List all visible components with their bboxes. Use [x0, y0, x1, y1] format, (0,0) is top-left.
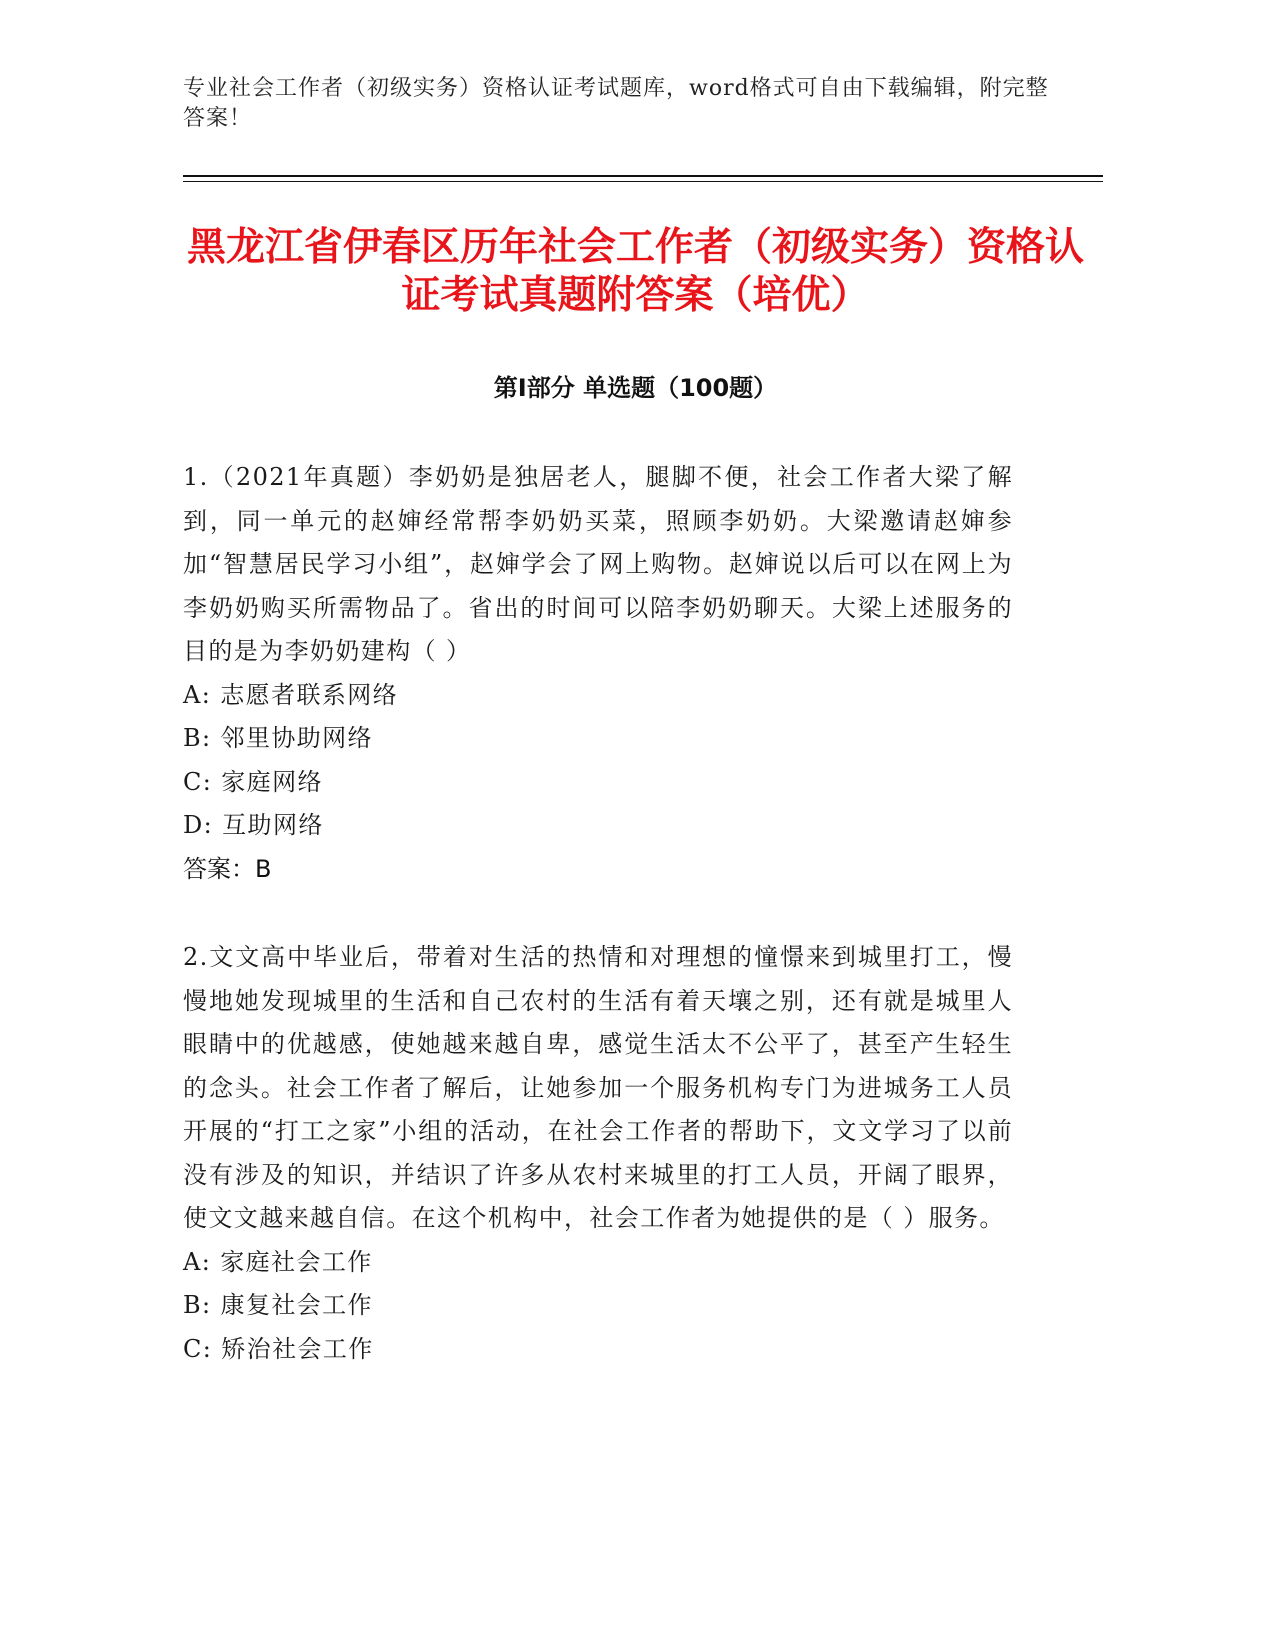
question-option-a: A: 志愿者联系网络 — [183, 680, 399, 709]
question-stem: 1.（2021年真题）李奶奶是独居老人，腿脚不便，社会工作者大梁了解到，同一单元的赵婶经常帮李奶奶买菜，照顾李奶奶。大梁邀请赵婶参加“智慧居民学习小组”，赵婶学会了网上购物。赵婶说以后可以在网上为李奶奶购买所需物品了。省出的时间可以陪李奶奶聊天。大梁上述服务的目的是为李奶奶建构（ ） — [183, 463, 1013, 665]
question-option-c: C: 家庭网络 — [183, 767, 323, 796]
question-option-b: B: 康复社会工作 — [183, 1291, 373, 1319]
header-divider-thick — [183, 175, 1103, 177]
header-divider-thin — [183, 181, 1103, 182]
question-option-b: B: 邻里协助网络 — [183, 724, 373, 752]
question-answer: 答案：B — [183, 854, 272, 883]
header-note: 专业社会工作者（初级实务）资格认证考试题库，word格式可自由下载编辑，附完整答案！ — [183, 76, 1049, 131]
question-2 — [183, 936, 1013, 1371]
document-title: 黑龙江省伊春区历年社会工作者（初级实务）资格认证考试真题附答案（培优） — [186, 225, 1084, 318]
question-option-c: C: 矫治社会工作 — [183, 1334, 374, 1363]
question-option-a: A: 家庭社会工作 — [183, 1247, 373, 1276]
question-stem: 2.文文高中毕业后，带着对生活的热情和对理想的憧憬来到城里打工，慢慢地她发现城里的生活和自己农村的生活有着天壤之别，还有就是城里人眼睛中的优越感，使她越来越自卑，感觉生活太不公平了，甚至产生轻生的念头。社会工作者了解后，让她参加一个服务机构专门为进城务工人员开展的“打工之家”小组的活动，在社会工作者的帮助下，文文学习了以前没有涉及的知识，并结识了许多从农村来城里的打工人员，开阔了眼界，使文文越来越自信。在这个机构中，社会工作者为她提供的是（ ）服务。 — [183, 943, 1013, 1232]
section-heading: 第Ⅰ部分 单选题（100题） — [493, 374, 778, 402]
question-option-d: D: 互助网络 — [183, 811, 324, 839]
question-1 — [183, 456, 1013, 891]
